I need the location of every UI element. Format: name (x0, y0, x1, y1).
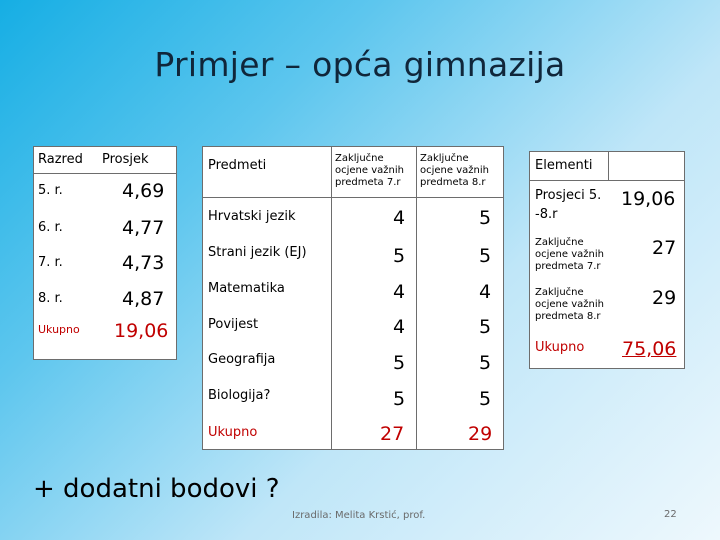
element-grades-7-value: 27 (652, 237, 677, 259)
subject-grade-7: 4 (393, 207, 406, 229)
subject-name: Matematika (208, 281, 285, 296)
element-average-label: Prosjeci 5. -8.r (535, 188, 602, 222)
element-grades-8-label: Zaključne ocjene važnih predmeta 8.r (535, 287, 604, 322)
grade-row-prosjek: 4,73 (122, 252, 165, 274)
header-razred: Razred (38, 152, 83, 167)
subjects-table (202, 146, 504, 450)
grades-table (33, 146, 177, 360)
grade-row-prosjek: 4,87 (122, 288, 165, 310)
subject-grade-7: 5 (393, 245, 406, 267)
element-average-value: 19,06 (621, 188, 676, 210)
subject-grade-8: 5 (479, 207, 492, 229)
subject-grade-8: 5 (479, 245, 492, 267)
subject-name: Biologija? (208, 388, 271, 403)
subject-grade-8: 5 (479, 388, 492, 410)
subject-grade-8: 4 (479, 281, 492, 303)
subject-name: Geografija (208, 352, 276, 367)
header-grades-7: Zaključne ocjene važnih predmeta 7.r (335, 153, 404, 188)
subject-name: Strani jezik (EJ) (208, 245, 307, 260)
grade-row-prosjek: 4,77 (122, 217, 165, 239)
subjects-total-label: Ukupno (208, 425, 258, 440)
subject-grade-7: 4 (393, 281, 406, 303)
subjects-total-grade-7: 27 (380, 423, 405, 445)
grade-row-razred: 6. r. (38, 220, 63, 235)
header-grades-8: Zaključne ocjene važnih predmeta 8.r (420, 153, 489, 188)
elements-total-label: Ukupno (535, 340, 585, 355)
grade-row-razred: 5. r. (38, 183, 63, 198)
element-grades-8-value: 29 (652, 287, 677, 309)
grades-total-value: 19,06 (114, 320, 169, 342)
page-number: 22 (664, 509, 677, 520)
header-predmeti: Predmeti (208, 158, 267, 173)
header-prosjek: Prosjek (102, 152, 149, 167)
header-elementi: Elementi (535, 158, 593, 173)
elements-table (529, 151, 685, 369)
author-credit: Izradila: Melita Krstić, prof. (292, 510, 426, 521)
subjects-total-grade-8: 29 (468, 423, 493, 445)
grade-row-prosjek: 4,69 (122, 180, 165, 202)
elements-total-value: 75,06 (622, 338, 677, 360)
grade-row-razred: 7. r. (38, 255, 63, 270)
additional-points-note: + dodatni bodovi ? (33, 474, 280, 504)
subject-grade-7: 5 (393, 388, 406, 410)
subject-grade-7: 4 (393, 316, 406, 338)
element-grades-7-label: Zaključne ocjene važnih predmeta 7.r (535, 237, 604, 272)
subject-grade-8: 5 (479, 352, 492, 374)
grades-total-label: Ukupno (38, 323, 80, 336)
subject-grade-8: 5 (479, 316, 492, 338)
subject-grade-7: 5 (393, 352, 406, 374)
subject-name: Hrvatski jezik (208, 209, 296, 224)
slide-title: Primjer – opća gimnazija (154, 45, 566, 84)
subject-name: Povijest (208, 317, 259, 332)
grade-row-razred: 8. r. (38, 291, 63, 306)
